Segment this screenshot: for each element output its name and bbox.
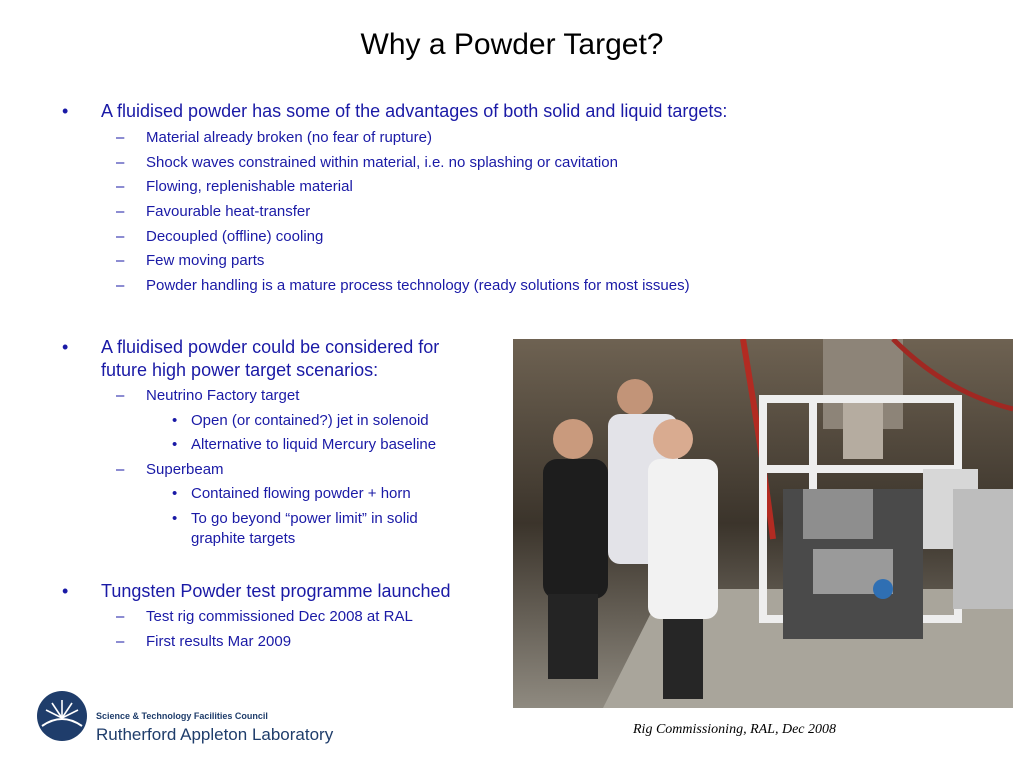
rig-photo <box>513 339 1013 708</box>
sub-item: Favourable heat-transfer <box>146 203 311 220</box>
sub-item: Shock waves constrained within material, i.e. no splashing or cavitation <box>146 154 618 171</box>
dash-marker: – <box>116 228 125 245</box>
bullet-marker: • <box>62 101 69 121</box>
dash-marker: – <box>116 252 125 269</box>
dash-marker: – <box>116 203 125 220</box>
bullet-marker: • <box>172 510 178 527</box>
photo-caption: Rig Commissioning, RAL, Dec 2008 <box>633 722 836 737</box>
sub-item: Neutrino Factory target <box>146 387 300 404</box>
dash-marker: – <box>116 178 125 195</box>
sub-item: Superbeam <box>146 461 224 478</box>
dash-marker: – <box>116 608 125 625</box>
dash-marker: – <box>116 461 125 478</box>
dash-marker: – <box>116 387 125 404</box>
sub-item: Flowing, replenishable material <box>146 178 353 195</box>
slide-title: Why a Powder Target? <box>360 28 664 61</box>
stfc-logo <box>36 690 88 747</box>
sub-item: Material already broken (no fear of rupture) <box>146 129 432 146</box>
sub-sub-item: Alternative to liquid Mercury baseline <box>191 436 437 453</box>
sub-sub-item: To go beyond “power limit” in solid <box>191 510 418 527</box>
bullet-marker: • <box>172 412 178 429</box>
bullet-2-line1: A fluidised powder could be considered for <box>101 337 440 357</box>
sub-item: Powder handling is a mature process technology (ready solutions for most issues) <box>146 277 690 294</box>
sub-item: First results Mar 2009 <box>146 633 292 650</box>
dash-marker: – <box>116 633 125 650</box>
bullet-marker: • <box>62 581 69 601</box>
sub-sub-item-cont: graphite targets <box>191 530 296 547</box>
bullet-3-text: Tungsten Powder test programme launched <box>101 581 451 601</box>
bullet-marker: • <box>172 436 178 453</box>
bullet-1-text: A fluidised powder has some of the advantages of both solid and liquid targets: <box>101 101 728 121</box>
logo-lab-name: Rutherford Appleton Laboratory <box>96 725 334 744</box>
dash-marker: – <box>116 277 125 294</box>
bullet-2-line2: future high power target scenarios: <box>101 360 379 380</box>
bullet-marker: • <box>172 485 178 502</box>
sub-sub-item: Open (or contained?) jet in solenoid <box>191 412 429 429</box>
sub-sub-item: Contained flowing powder + horn <box>191 485 411 502</box>
sub-item: Decoupled (offline) cooling <box>146 228 324 245</box>
sub-item: Few moving parts <box>146 252 265 269</box>
bullet-marker: • <box>62 337 69 357</box>
sub-item: Test rig commissioned Dec 2008 at RAL <box>146 608 413 625</box>
dash-marker: – <box>116 154 125 171</box>
logo-council: Science & Technology Facilities Council <box>96 711 268 721</box>
dash-marker: – <box>116 129 125 146</box>
